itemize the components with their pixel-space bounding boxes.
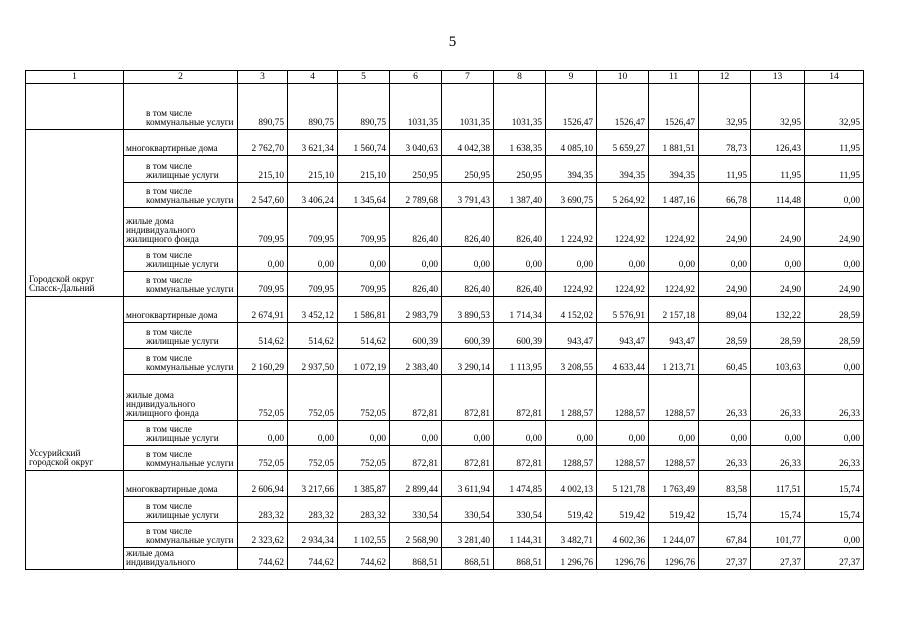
table-row bbox=[26, 183, 864, 208]
value-cell-col-13: 117,51 bbox=[751, 471, 805, 497]
value-cell-col-7: 872,81 bbox=[442, 446, 494, 471]
value-cell-col-8: 1 144,31 bbox=[494, 523, 546, 548]
value-cell-col-9: 394,35 bbox=[546, 156, 597, 183]
value-cell-col-11: 1 244,07 bbox=[649, 523, 699, 548]
value-cell-col-5: 1 072,19 bbox=[338, 349, 390, 375]
value-cell-col-8: 826,40 bbox=[494, 208, 546, 247]
table-row bbox=[26, 446, 864, 471]
value-cell-col-6: 3 040,63 bbox=[390, 130, 442, 156]
column-header-8: 8 bbox=[494, 71, 546, 84]
row-label: в том числе коммунальные услуги bbox=[124, 183, 238, 208]
value-cell-col-12: 27,37 bbox=[699, 548, 751, 570]
value-cell-col-6: 330,54 bbox=[390, 497, 442, 523]
value-cell-col-5: 0,00 bbox=[338, 421, 390, 446]
value-cell-col-5: 709,95 bbox=[338, 272, 390, 297]
value-cell-col-8: 872,81 bbox=[494, 446, 546, 471]
value-cell-col-9: 0,00 bbox=[546, 421, 597, 446]
value-cell-col-6: 872,81 bbox=[390, 375, 442, 421]
value-cell-col-6: 250,95 bbox=[390, 156, 442, 183]
table-row bbox=[26, 497, 864, 523]
value-cell-col-3: 2 160,29 bbox=[238, 349, 288, 375]
value-cell-col-4: 709,95 bbox=[288, 272, 338, 297]
value-cell-col-11: 1296,76 bbox=[649, 548, 699, 570]
table-row bbox=[26, 84, 864, 130]
value-cell-col-9: 3 482,71 bbox=[546, 523, 597, 548]
value-cell-col-14: 24,90 bbox=[805, 208, 864, 247]
value-cell-col-10: 1224,92 bbox=[597, 208, 649, 247]
value-cell-col-10: 1526,47 bbox=[597, 84, 649, 130]
value-cell-col-7: 3 290,14 bbox=[442, 349, 494, 375]
value-cell-col-5: 890,75 bbox=[338, 84, 390, 130]
value-cell-col-13: 24,90 bbox=[751, 208, 805, 247]
value-cell-col-12: 26,33 bbox=[699, 375, 751, 421]
value-cell-col-4: 752,05 bbox=[288, 446, 338, 471]
value-cell-col-11: 1 487,16 bbox=[649, 183, 699, 208]
table-row bbox=[26, 247, 864, 272]
value-cell-col-12: 32,95 bbox=[699, 84, 751, 130]
value-cell-col-14: 11,95 bbox=[805, 156, 864, 183]
value-cell-col-14: 26,33 bbox=[805, 446, 864, 471]
value-cell-col-7: 250,95 bbox=[442, 156, 494, 183]
value-cell-col-13: 15,74 bbox=[751, 497, 805, 523]
table-row bbox=[26, 130, 864, 156]
value-cell-col-7: 868,51 bbox=[442, 548, 494, 570]
column-header-14: 14 bbox=[805, 71, 864, 84]
value-cell-col-11: 943,47 bbox=[649, 323, 699, 349]
value-cell-col-14: 0,00 bbox=[805, 183, 864, 208]
value-cell-col-5: 1 102,55 bbox=[338, 523, 390, 548]
column-header-12: 12 bbox=[699, 71, 751, 84]
value-cell-col-12: 83,58 bbox=[699, 471, 751, 497]
value-cell-col-12: 24,90 bbox=[699, 208, 751, 247]
value-cell-col-8: 1031,35 bbox=[494, 84, 546, 130]
column-header-10: 10 bbox=[597, 71, 649, 84]
value-cell-col-10: 5 121,78 bbox=[597, 471, 649, 497]
value-cell-col-7: 872,81 bbox=[442, 375, 494, 421]
row-label: в том числе коммунальные услуги bbox=[124, 272, 238, 297]
value-cell-col-3: 2 547,60 bbox=[238, 183, 288, 208]
value-cell-col-3: 744,62 bbox=[238, 548, 288, 570]
value-cell-col-9: 519,42 bbox=[546, 497, 597, 523]
value-cell-col-8: 0,00 bbox=[494, 247, 546, 272]
value-cell-col-11: 2 157,18 bbox=[649, 297, 699, 323]
row-label: многоквартирные дома bbox=[124, 130, 238, 156]
value-cell-col-7: 826,40 bbox=[442, 272, 494, 297]
value-cell-col-6: 2 983,79 bbox=[390, 297, 442, 323]
value-cell-col-3: 514,62 bbox=[238, 323, 288, 349]
value-cell-col-6: 2 383,40 bbox=[390, 349, 442, 375]
value-cell-col-9: 4 085,10 bbox=[546, 130, 597, 156]
value-cell-col-8: 250,95 bbox=[494, 156, 546, 183]
value-cell-col-9: 1288,57 bbox=[546, 446, 597, 471]
value-cell-col-4: 215,10 bbox=[288, 156, 338, 183]
value-cell-col-13: 28,59 bbox=[751, 323, 805, 349]
value-cell-col-3: 2 762,70 bbox=[238, 130, 288, 156]
value-cell-col-8: 330,54 bbox=[494, 497, 546, 523]
value-cell-col-3: 2 323,62 bbox=[238, 523, 288, 548]
row-label: жилые дома индивидуального bbox=[124, 548, 238, 570]
row-label: жилые дома индивидуального жилищного фонда bbox=[124, 208, 238, 247]
value-cell-col-13: 11,95 bbox=[751, 156, 805, 183]
value-cell-col-9: 4 002,13 bbox=[546, 471, 597, 497]
row-label: в том числе коммунальные услуги bbox=[124, 84, 238, 130]
value-cell-col-8: 600,39 bbox=[494, 323, 546, 349]
value-cell-col-9: 4 152,02 bbox=[546, 297, 597, 323]
value-cell-col-3: 2 606,94 bbox=[238, 471, 288, 497]
value-cell-col-5: 215,10 bbox=[338, 156, 390, 183]
value-cell-col-14: 0,00 bbox=[805, 421, 864, 446]
value-cell-col-9: 1224,92 bbox=[546, 272, 597, 297]
value-cell-col-6: 826,40 bbox=[390, 272, 442, 297]
value-cell-col-12: 24,90 bbox=[699, 272, 751, 297]
value-cell-col-10: 519,42 bbox=[597, 497, 649, 523]
value-cell-col-5: 709,95 bbox=[338, 208, 390, 247]
value-cell-col-3: 215,10 bbox=[238, 156, 288, 183]
value-cell-col-10: 0,00 bbox=[597, 247, 649, 272]
value-cell-col-12: 67,84 bbox=[699, 523, 751, 548]
value-cell-col-6: 1031,35 bbox=[390, 84, 442, 130]
row-label: жилые дома индивидуального жилищного фонда bbox=[124, 375, 238, 421]
value-cell-col-11: 1526,47 bbox=[649, 84, 699, 130]
value-cell-col-10: 0,00 bbox=[597, 421, 649, 446]
value-cell-col-3: 283,32 bbox=[238, 497, 288, 523]
table-row bbox=[26, 208, 864, 247]
row-label: в том числе коммунальные услуги bbox=[124, 446, 238, 471]
row-label: в том числе жилищные услуги bbox=[124, 323, 238, 349]
value-cell-col-4: 752,05 bbox=[288, 375, 338, 421]
value-cell-col-13: 114,48 bbox=[751, 183, 805, 208]
value-cell-col-13: 26,33 bbox=[751, 375, 805, 421]
table-row bbox=[26, 323, 864, 349]
value-cell-col-3: 709,95 bbox=[238, 272, 288, 297]
value-cell-col-8: 1 113,95 bbox=[494, 349, 546, 375]
value-cell-col-13: 24,90 bbox=[751, 272, 805, 297]
value-cell-col-3: 0,00 bbox=[238, 247, 288, 272]
value-cell-col-14: 0,00 bbox=[805, 523, 864, 548]
value-cell-col-6: 2 899,44 bbox=[390, 471, 442, 497]
value-cell-col-10: 4 633,44 bbox=[597, 349, 649, 375]
column-header-13: 13 bbox=[751, 71, 805, 84]
value-cell-col-10: 943,47 bbox=[597, 323, 649, 349]
value-cell-col-14: 26,33 bbox=[805, 375, 864, 421]
value-cell-col-11: 1 881,51 bbox=[649, 130, 699, 156]
value-cell-col-11: 0,00 bbox=[649, 421, 699, 446]
value-cell-col-13: 103,63 bbox=[751, 349, 805, 375]
column-header-4: 4 bbox=[288, 71, 338, 84]
table-row bbox=[26, 297, 864, 323]
value-cell-col-6: 868,51 bbox=[390, 548, 442, 570]
value-cell-col-4: 744,62 bbox=[288, 548, 338, 570]
value-cell-col-8: 872,81 bbox=[494, 375, 546, 421]
row-label: в том числе жилищные услуги bbox=[124, 421, 238, 446]
table-row bbox=[26, 548, 864, 570]
value-cell-col-10: 5 576,91 bbox=[597, 297, 649, 323]
table-row bbox=[26, 272, 864, 297]
value-cell-col-10: 1296,76 bbox=[597, 548, 649, 570]
value-cell-col-14: 32,95 bbox=[805, 84, 864, 130]
value-cell-col-3: 890,75 bbox=[238, 84, 288, 130]
value-cell-col-4: 2 937,50 bbox=[288, 349, 338, 375]
value-cell-col-6: 0,00 bbox=[390, 247, 442, 272]
table-row bbox=[26, 523, 864, 548]
table-row bbox=[26, 375, 864, 421]
value-cell-col-11: 1 213,71 bbox=[649, 349, 699, 375]
value-cell-col-4: 3 406,24 bbox=[288, 183, 338, 208]
row-label: в том числе жилищные услуги bbox=[124, 156, 238, 183]
value-cell-col-4: 709,95 bbox=[288, 208, 338, 247]
value-cell-col-12: 78,73 bbox=[699, 130, 751, 156]
page-number: 5 bbox=[448, 34, 457, 50]
value-cell-col-7: 330,54 bbox=[442, 497, 494, 523]
value-cell-col-8: 826,40 bbox=[494, 272, 546, 297]
value-cell-col-14: 28,59 bbox=[805, 297, 864, 323]
value-cell-col-11: 519,42 bbox=[649, 497, 699, 523]
value-cell-col-7: 0,00 bbox=[442, 247, 494, 272]
value-cell-col-12: 89,04 bbox=[699, 297, 751, 323]
municipality-cell bbox=[26, 84, 124, 130]
value-cell-col-12: 0,00 bbox=[699, 247, 751, 272]
column-header-5: 5 bbox=[338, 71, 390, 84]
value-cell-col-12: 0,00 bbox=[699, 421, 751, 446]
value-cell-col-10: 1288,57 bbox=[597, 446, 649, 471]
value-cell-col-4: 0,00 bbox=[288, 421, 338, 446]
municipality-cell: Уссурийский городской округ bbox=[26, 297, 124, 471]
value-cell-col-6: 2 568,90 bbox=[390, 523, 442, 548]
value-cell-col-4: 3 452,12 bbox=[288, 297, 338, 323]
column-number-header-row bbox=[26, 71, 864, 84]
value-cell-col-3: 0,00 bbox=[238, 421, 288, 446]
value-cell-col-8: 0,00 bbox=[494, 421, 546, 446]
value-cell-col-4: 514,62 bbox=[288, 323, 338, 349]
value-cell-col-13: 0,00 bbox=[751, 421, 805, 446]
value-cell-col-5: 752,05 bbox=[338, 375, 390, 421]
value-cell-col-14: 0,00 bbox=[805, 247, 864, 272]
value-cell-col-14: 15,74 bbox=[805, 471, 864, 497]
value-cell-col-8: 1 714,34 bbox=[494, 297, 546, 323]
column-header-1: 1 bbox=[26, 71, 124, 84]
value-cell-col-14: 0,00 bbox=[805, 349, 864, 375]
value-cell-col-7: 3 890,53 bbox=[442, 297, 494, 323]
value-cell-col-14: 27,37 bbox=[805, 548, 864, 570]
value-cell-col-11: 1288,57 bbox=[649, 446, 699, 471]
table-row bbox=[26, 349, 864, 375]
value-cell-col-12: 26,33 bbox=[699, 446, 751, 471]
value-cell-col-13: 101,77 bbox=[751, 523, 805, 548]
value-cell-col-5: 0,00 bbox=[338, 247, 390, 272]
value-cell-col-5: 744,62 bbox=[338, 548, 390, 570]
value-cell-col-3: 752,05 bbox=[238, 446, 288, 471]
column-header-9: 9 bbox=[546, 71, 597, 84]
value-cell-col-8: 1 638,35 bbox=[494, 130, 546, 156]
value-cell-col-9: 1 288,57 bbox=[546, 375, 597, 421]
value-cell-col-7: 0,00 bbox=[442, 421, 494, 446]
value-cell-col-14: 28,59 bbox=[805, 323, 864, 349]
value-cell-col-8: 1 474,85 bbox=[494, 471, 546, 497]
value-cell-col-9: 1 224,92 bbox=[546, 208, 597, 247]
value-cell-col-9: 3 208,55 bbox=[546, 349, 597, 375]
value-cell-col-6: 872,81 bbox=[390, 446, 442, 471]
row-label: в том числе коммунальные услуги bbox=[124, 523, 238, 548]
value-cell-col-11: 1288,57 bbox=[649, 375, 699, 421]
value-cell-col-11: 1224,92 bbox=[649, 272, 699, 297]
value-cell-col-12: 66,78 bbox=[699, 183, 751, 208]
value-cell-col-13: 27,37 bbox=[751, 548, 805, 570]
column-header-2: 2 bbox=[124, 71, 238, 84]
value-cell-col-13: 132,22 bbox=[751, 297, 805, 323]
value-cell-col-10: 5 264,92 bbox=[597, 183, 649, 208]
value-cell-col-7: 826,40 bbox=[442, 208, 494, 247]
value-cell-col-5: 283,32 bbox=[338, 497, 390, 523]
value-cell-col-9: 943,47 bbox=[546, 323, 597, 349]
value-cell-col-10: 394,35 bbox=[597, 156, 649, 183]
value-cell-col-7: 3 791,43 bbox=[442, 183, 494, 208]
tariff-table bbox=[25, 70, 864, 570]
table-row bbox=[26, 471, 864, 497]
table-body bbox=[26, 84, 864, 570]
row-label: в том числе коммунальные услуги bbox=[124, 349, 238, 375]
table-row bbox=[26, 156, 864, 183]
column-header-7: 7 bbox=[442, 71, 494, 84]
value-cell-col-14: 11,95 bbox=[805, 130, 864, 156]
value-cell-col-12: 60,45 bbox=[699, 349, 751, 375]
value-cell-col-14: 15,74 bbox=[805, 497, 864, 523]
column-header-6: 6 bbox=[390, 71, 442, 84]
value-cell-col-13: 26,33 bbox=[751, 446, 805, 471]
value-cell-col-9: 0,00 bbox=[546, 247, 597, 272]
value-cell-col-10: 1288,57 bbox=[597, 375, 649, 421]
tariff-table-container bbox=[25, 70, 863, 570]
value-cell-col-5: 752,05 bbox=[338, 446, 390, 471]
value-cell-col-9: 1 296,76 bbox=[546, 548, 597, 570]
value-cell-col-4: 283,32 bbox=[288, 497, 338, 523]
value-cell-col-5: 1 560,74 bbox=[338, 130, 390, 156]
value-cell-col-5: 514,62 bbox=[338, 323, 390, 349]
value-cell-col-6: 600,39 bbox=[390, 323, 442, 349]
value-cell-col-7: 1031,35 bbox=[442, 84, 494, 130]
value-cell-col-6: 0,00 bbox=[390, 421, 442, 446]
value-cell-col-3: 709,95 bbox=[238, 208, 288, 247]
value-cell-col-12: 11,95 bbox=[699, 156, 751, 183]
municipality-cell bbox=[26, 471, 124, 570]
value-cell-col-7: 4 042,38 bbox=[442, 130, 494, 156]
value-cell-col-11: 1 763,49 bbox=[649, 471, 699, 497]
column-header-11: 11 bbox=[649, 71, 699, 84]
value-cell-col-5: 1 385,87 bbox=[338, 471, 390, 497]
value-cell-col-5: 1 586,81 bbox=[338, 297, 390, 323]
value-cell-col-4: 2 934,34 bbox=[288, 523, 338, 548]
value-cell-col-3: 752,05 bbox=[238, 375, 288, 421]
value-cell-col-4: 3 217,66 bbox=[288, 471, 338, 497]
value-cell-col-4: 3 621,34 bbox=[288, 130, 338, 156]
column-header-3: 3 bbox=[238, 71, 288, 84]
value-cell-col-9: 3 690,75 bbox=[546, 183, 597, 208]
value-cell-col-5: 1 345,64 bbox=[338, 183, 390, 208]
municipality-cell: Городской округ Спасск-Дальний bbox=[26, 130, 124, 297]
value-cell-col-11: 1224,92 bbox=[649, 208, 699, 247]
value-cell-col-6: 2 789,68 bbox=[390, 183, 442, 208]
value-cell-col-8: 868,51 bbox=[494, 548, 546, 570]
value-cell-col-13: 32,95 bbox=[751, 84, 805, 130]
table-row bbox=[26, 421, 864, 446]
value-cell-col-10: 5 659,27 bbox=[597, 130, 649, 156]
value-cell-col-13: 126,43 bbox=[751, 130, 805, 156]
value-cell-col-10: 4 602,36 bbox=[597, 523, 649, 548]
value-cell-col-3: 2 674,91 bbox=[238, 297, 288, 323]
value-cell-col-6: 826,40 bbox=[390, 208, 442, 247]
value-cell-col-14: 24,90 bbox=[805, 272, 864, 297]
value-cell-col-12: 28,59 bbox=[699, 323, 751, 349]
value-cell-col-12: 15,74 bbox=[699, 497, 751, 523]
value-cell-col-4: 890,75 bbox=[288, 84, 338, 130]
row-label: многоквартирные дома bbox=[124, 471, 238, 497]
value-cell-col-11: 0,00 bbox=[649, 247, 699, 272]
value-cell-col-7: 3 611,94 bbox=[442, 471, 494, 497]
value-cell-col-9: 1526,47 bbox=[546, 84, 597, 130]
value-cell-col-7: 3 281,40 bbox=[442, 523, 494, 548]
row-label: многоквартирные дома bbox=[124, 297, 238, 323]
value-cell-col-10: 1224,92 bbox=[597, 272, 649, 297]
value-cell-col-4: 0,00 bbox=[288, 247, 338, 272]
value-cell-col-8: 1 387,40 bbox=[494, 183, 546, 208]
row-label: в том числе жилищные услуги bbox=[124, 247, 238, 272]
row-label: в том числе жилищные услуги bbox=[124, 497, 238, 523]
value-cell-col-11: 394,35 bbox=[649, 156, 699, 183]
value-cell-col-13: 0,00 bbox=[751, 247, 805, 272]
value-cell-col-7: 600,39 bbox=[442, 323, 494, 349]
